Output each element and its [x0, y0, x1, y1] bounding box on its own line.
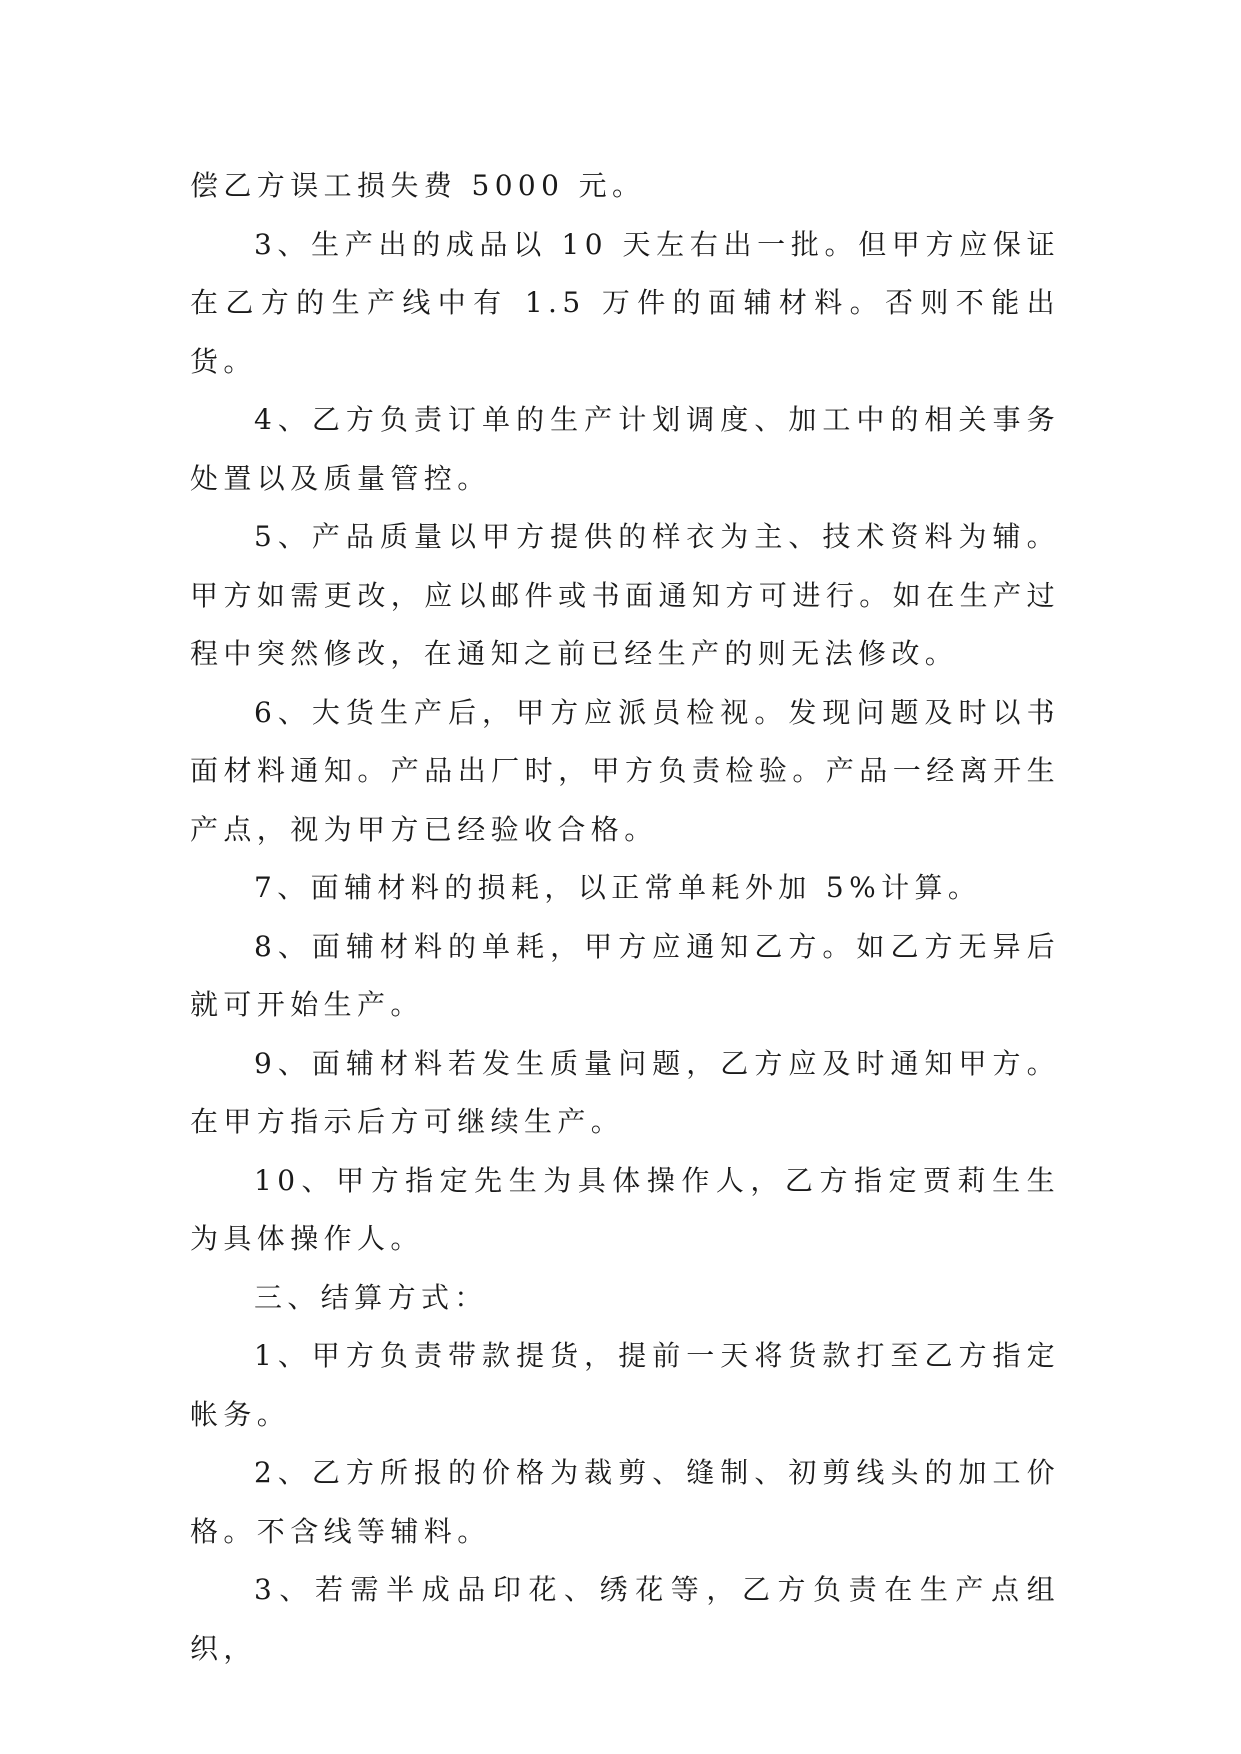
paragraph-settlement-3: 3、若需半成品印花、绣花等，乙方负责在生产点组织，: [190, 1573, 1060, 1665]
paragraph-settlement-2: 2、乙方所报的价格为裁剪、缝制、初剪线头的加工价格。不含线等辅料。: [190, 1456, 1060, 1548]
paragraph-item-4-planning: 4、乙方负责订单的生产计划调度、加工中的相关事务处置以及质量管控。: [190, 403, 1060, 495]
paragraph-item-9-material-issue: 9、面辅材料若发生质量问题，乙方应及时通知甲方。在甲方指示后方可继续生产。: [190, 1046, 1060, 1138]
section-heading-settlement: 三、结算方式：: [254, 1280, 488, 1314]
paragraph-item-10-operators: 10、甲方指定先生为具体操作人，乙方指定贾莉生生为具体操作人。: [190, 1163, 1060, 1255]
paragraph-item-7-loss: 7、面辅材料的损耗，以正常单耗外加 5%计算。: [254, 871, 982, 904]
paragraph-continuation: 偿乙方误工损失费 5000 元。: [190, 169, 646, 202]
paragraph-settlement-1: 1、甲方负责带款提货，提前一天将货款打至乙方指定帐务。: [190, 1339, 1060, 1431]
paragraph-item-5-quality: 5、产品质量以甲方提供的样衣为主、技术资料为辅。甲方如需更改，应以邮件或书面通知方可进行。如在生产过程中突然修改，在通知之前已经生产的则无法修改。: [190, 520, 1060, 670]
paragraph-item-6-inspection: 6、大货生产后，甲方应派员检视。发现问题及时以书面材料通知。产品出厂时，甲方负责检验。产品一经离开生产点，视为甲方已经验收合格。: [190, 695, 1060, 846]
document-body: [190, 157, 1060, 1678]
paragraph-item-8-consumption: 8、面辅材料的单耗，甲方应通知乙方。如乙方无异后就可开始生产。: [190, 929, 1060, 1021]
paragraph-item-3-batch: 3、生产出的成品以 10 天左右出一批。但甲方应保证在乙方的生产线中有 1.5 万件的面辅材料。否则不能出货。: [190, 227, 1060, 378]
